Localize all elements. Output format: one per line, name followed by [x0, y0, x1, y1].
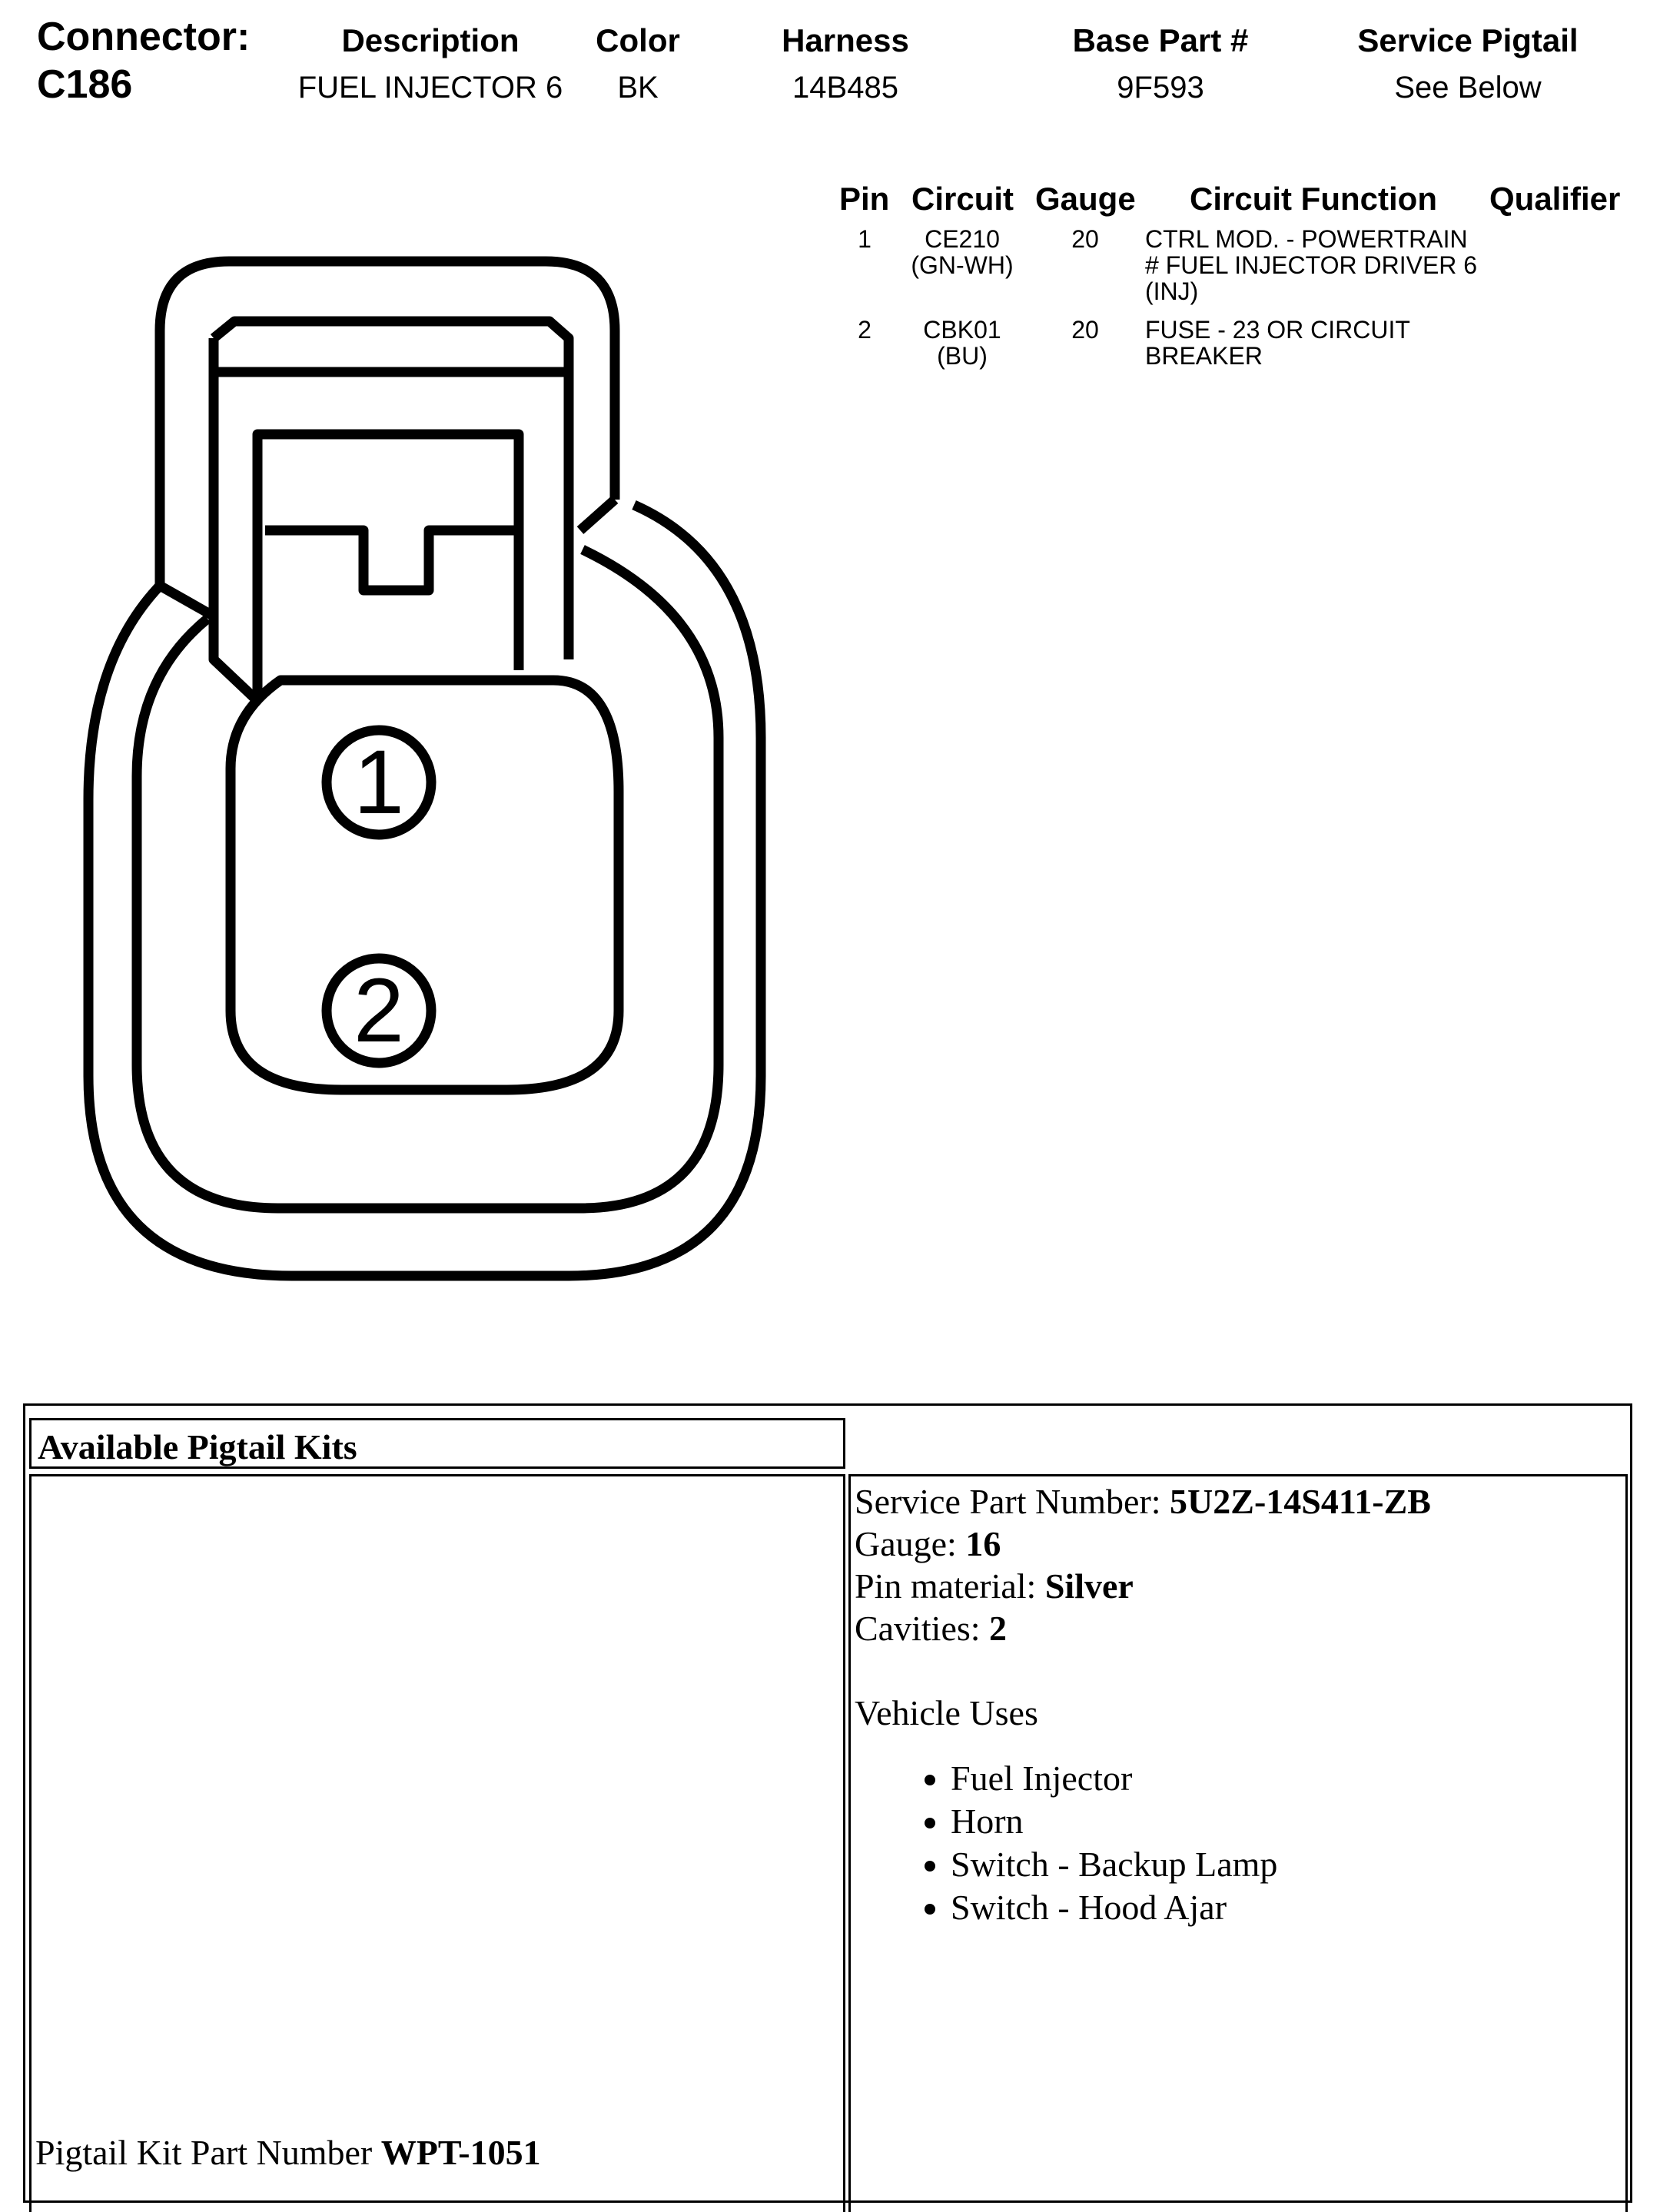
vehicle-use-item: • Horn [951, 1800, 1431, 1843]
pin-row-1-gauge: 20 [1071, 225, 1099, 253]
pin-2-label: 2 [354, 960, 404, 1061]
base-part-header: Base Part # [1072, 22, 1249, 58]
kit-number-value: WPT-1051 [380, 2133, 541, 2172]
pigtail-image-cell [29, 1474, 845, 2212]
color-value: BK [617, 71, 659, 105]
connector-id: C186 [37, 62, 133, 107]
header-col-base-part [1030, 22, 1291, 105]
cavities-line [855, 1607, 1431, 1649]
cavities-value: 2 [989, 1609, 1008, 1648]
connector-left-edge [160, 586, 211, 615]
pin-material-label: Pin material: [855, 1566, 1045, 1606]
pigtail-spec-block [855, 1480, 1431, 1929]
pin-row-1-circuit: CE210 (GN-WH) [911, 225, 1014, 279]
harness-header: Harness [782, 22, 909, 58]
base-part-value: 9F593 [1117, 71, 1204, 105]
header-col-harness [730, 22, 961, 105]
vehicle-use-item: • Fuel Injector [951, 1757, 1431, 1800]
pigtail-kits-title: Available Pigtail Kits [29, 1418, 845, 1469]
connector-latch-outline [160, 261, 615, 586]
header-col-color [561, 22, 715, 105]
vehicle-use-item: • Switch - Backup Lamp [951, 1843, 1431, 1886]
service-pigtail-header: Service Pigtail [1357, 22, 1579, 58]
connector-face-drawing [0, 231, 815, 1322]
pin-row-1-pin: 1 [858, 225, 872, 253]
pin-table-header-pin: Pin [839, 181, 890, 217]
connector-key-slot [257, 434, 519, 699]
pin-table-header-function: Circuit Function [1190, 181, 1437, 217]
service-pigtail-value: See Below [1394, 71, 1542, 105]
pin-row-1-function: CTRL MOD. - POWERTRAIN # FUEL INJECTOR DRIVER 6 (INJ) [1145, 225, 1478, 305]
connector-label: Connector: [37, 15, 251, 59]
service-part-line [855, 1480, 1431, 1523]
description-header: Description [341, 22, 520, 58]
pigtail-kit-part-number [35, 2132, 541, 2173]
service-part-label: Service Part Number: [855, 1482, 1170, 1521]
pin-row-2-pin: 2 [858, 316, 872, 344]
description-value: FUEL INJECTOR 6 [297, 71, 563, 105]
pin-table-header-qualifier: Qualifier [1489, 181, 1621, 217]
gauge-label: Gauge: [855, 1524, 966, 1563]
pin-material-line [855, 1565, 1431, 1607]
pin-row-2-circuit: CBK01 (BU) [923, 316, 1001, 370]
vehicle-uses-label: Vehicle Uses [855, 1693, 1038, 1732]
connector-outer-body [88, 505, 761, 1276]
connector-inner-body [137, 550, 719, 1208]
gauge-line [855, 1523, 1431, 1565]
pin-row-2-gauge: 20 [1071, 316, 1099, 344]
vehicle-uses-list [855, 1757, 1431, 1929]
pin-table-header-circuit: Circuit [911, 181, 1014, 217]
harness-value: 14B485 [792, 71, 898, 105]
vehicle-use-item: • Switch - Hood Ajar [951, 1886, 1431, 1929]
color-header: Color [596, 22, 680, 58]
kit-number-label: Pigtail Kit Part Number [35, 2133, 381, 2172]
pin-1-label: 1 [354, 732, 404, 833]
header-col-service-pigtail [1330, 22, 1606, 105]
connector-right-edge [580, 500, 615, 530]
pin-row-2-function: FUSE - 23 OR CIRCUIT BREAKER [1145, 316, 1410, 370]
gauge-value: 16 [965, 1524, 1001, 1563]
pin-table-header-gauge: Gauge [1035, 181, 1136, 217]
service-part-value: 5U2Z-14S411-ZB [1170, 1482, 1431, 1521]
header-col-description [277, 22, 584, 105]
pin-material-value: Silver [1044, 1566, 1134, 1606]
cavities-label: Cavities: [855, 1609, 990, 1648]
